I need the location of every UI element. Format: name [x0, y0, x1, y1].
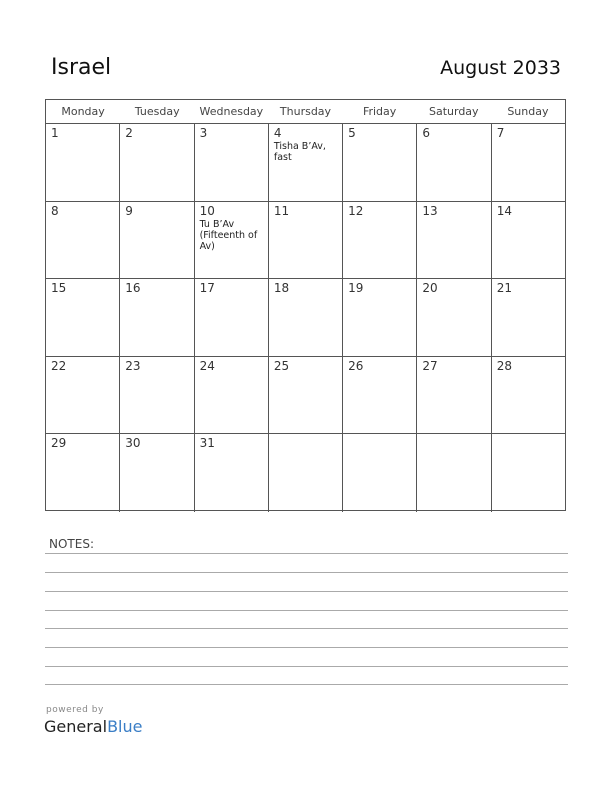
note-line	[45, 610, 568, 611]
day-number: 10	[199, 203, 215, 218]
day-cell	[492, 124, 565, 201]
note-line	[45, 572, 568, 573]
day-cell	[120, 279, 194, 356]
calendar-week-row	[46, 124, 565, 202]
day-number: 8	[51, 203, 59, 218]
day-cell	[269, 202, 343, 279]
day-number: 19	[348, 281, 364, 296]
day-number: 24	[199, 358, 215, 373]
day-cell	[492, 202, 565, 279]
calendar-week-row	[46, 202, 565, 280]
day-cell	[120, 434, 194, 512]
day-cell	[343, 357, 417, 434]
weekday-header-row	[46, 100, 565, 124]
weekday-sunday: Sunday	[507, 105, 549, 118]
weekday-thursday: Thursday	[279, 105, 332, 118]
day-cell	[195, 202, 269, 279]
day-number: 12	[348, 203, 364, 218]
note-line	[45, 591, 568, 592]
day-cell	[120, 202, 194, 279]
day-number: 5	[348, 126, 356, 140]
day-number: 18	[273, 281, 290, 296]
day-number: 21	[496, 281, 512, 296]
day-cell	[343, 124, 417, 201]
day-cell	[46, 202, 120, 279]
day-cell	[269, 124, 343, 201]
note-line	[45, 553, 568, 554]
weekday-wednesday: Wednesday	[199, 105, 264, 118]
day-number: 11	[273, 203, 290, 218]
day-number: 20	[422, 281, 438, 296]
day-cell	[343, 202, 417, 279]
day-cell	[269, 434, 343, 512]
day-number: 26	[348, 358, 364, 373]
day-cell	[417, 434, 491, 512]
note-line	[45, 684, 568, 685]
day-cell	[343, 434, 417, 512]
day-cell	[46, 279, 120, 356]
day-number: 4	[273, 126, 282, 140]
day-cell	[120, 357, 194, 434]
day-number: 14	[496, 203, 512, 218]
day-number: 3	[199, 126, 208, 140]
day-cell	[46, 357, 120, 434]
weekday-saturday: Saturday	[428, 105, 479, 118]
generalblue-logo	[44, 717, 142, 736]
day-cell	[269, 357, 343, 434]
day-cell	[417, 357, 491, 434]
day-number: 6	[422, 126, 431, 140]
day-number: 22	[51, 358, 67, 373]
day-number: 2	[125, 126, 133, 140]
holiday-label: Tisha B’Av, fast	[273, 141, 326, 163]
day-cell	[195, 124, 269, 201]
day-cell	[195, 279, 269, 356]
day-cell	[417, 202, 491, 279]
day-number: 1	[51, 126, 59, 140]
weekday-tuesday: Tuesday	[134, 105, 180, 118]
holiday-label: Tu B’Av (Fifteenth of Av)	[199, 218, 258, 252]
day-number: 28	[496, 358, 512, 373]
logo-blue: Blue	[107, 717, 143, 736]
logo-general: General	[44, 717, 108, 736]
day-number: 29	[51, 436, 67, 451]
day-number: 15	[51, 281, 67, 296]
calendar-weeks	[46, 124, 565, 512]
day-number: 23	[125, 358, 141, 373]
weekday-monday: Monday	[61, 105, 105, 118]
notes-label: NOTES:	[49, 537, 94, 551]
day-number: 25	[273, 358, 290, 373]
day-cell	[492, 357, 565, 434]
day-cell	[343, 279, 417, 356]
day-number: 9	[125, 203, 133, 218]
month-title: August 2033	[440, 57, 561, 79]
calendar-week-row	[46, 357, 565, 435]
country-title: Israel	[51, 55, 112, 80]
day-cell	[46, 434, 120, 512]
calendar-grid	[45, 99, 566, 511]
day-cell	[195, 434, 269, 512]
note-line	[45, 666, 568, 667]
day-cell	[46, 124, 120, 201]
day-number: 27	[422, 358, 438, 373]
calendar-week-row	[46, 434, 565, 512]
day-number: 17	[199, 281, 215, 296]
day-cell	[492, 279, 565, 356]
powered-by-text: powered by	[46, 705, 104, 715]
day-number: 7	[496, 126, 505, 140]
day-number: 31	[199, 436, 215, 451]
day-cell	[120, 124, 194, 201]
weekday-friday: Friday	[362, 105, 397, 118]
day-cell	[492, 434, 565, 512]
day-number: 16	[125, 281, 141, 296]
day-cell	[195, 357, 269, 434]
day-cell	[417, 124, 491, 201]
note-line	[45, 647, 568, 648]
day-number: 13	[422, 203, 438, 218]
day-cell	[269, 279, 343, 356]
note-line	[45, 628, 568, 629]
day-cell	[417, 279, 491, 356]
calendar-week-row	[46, 279, 565, 357]
day-number: 30	[125, 436, 141, 451]
